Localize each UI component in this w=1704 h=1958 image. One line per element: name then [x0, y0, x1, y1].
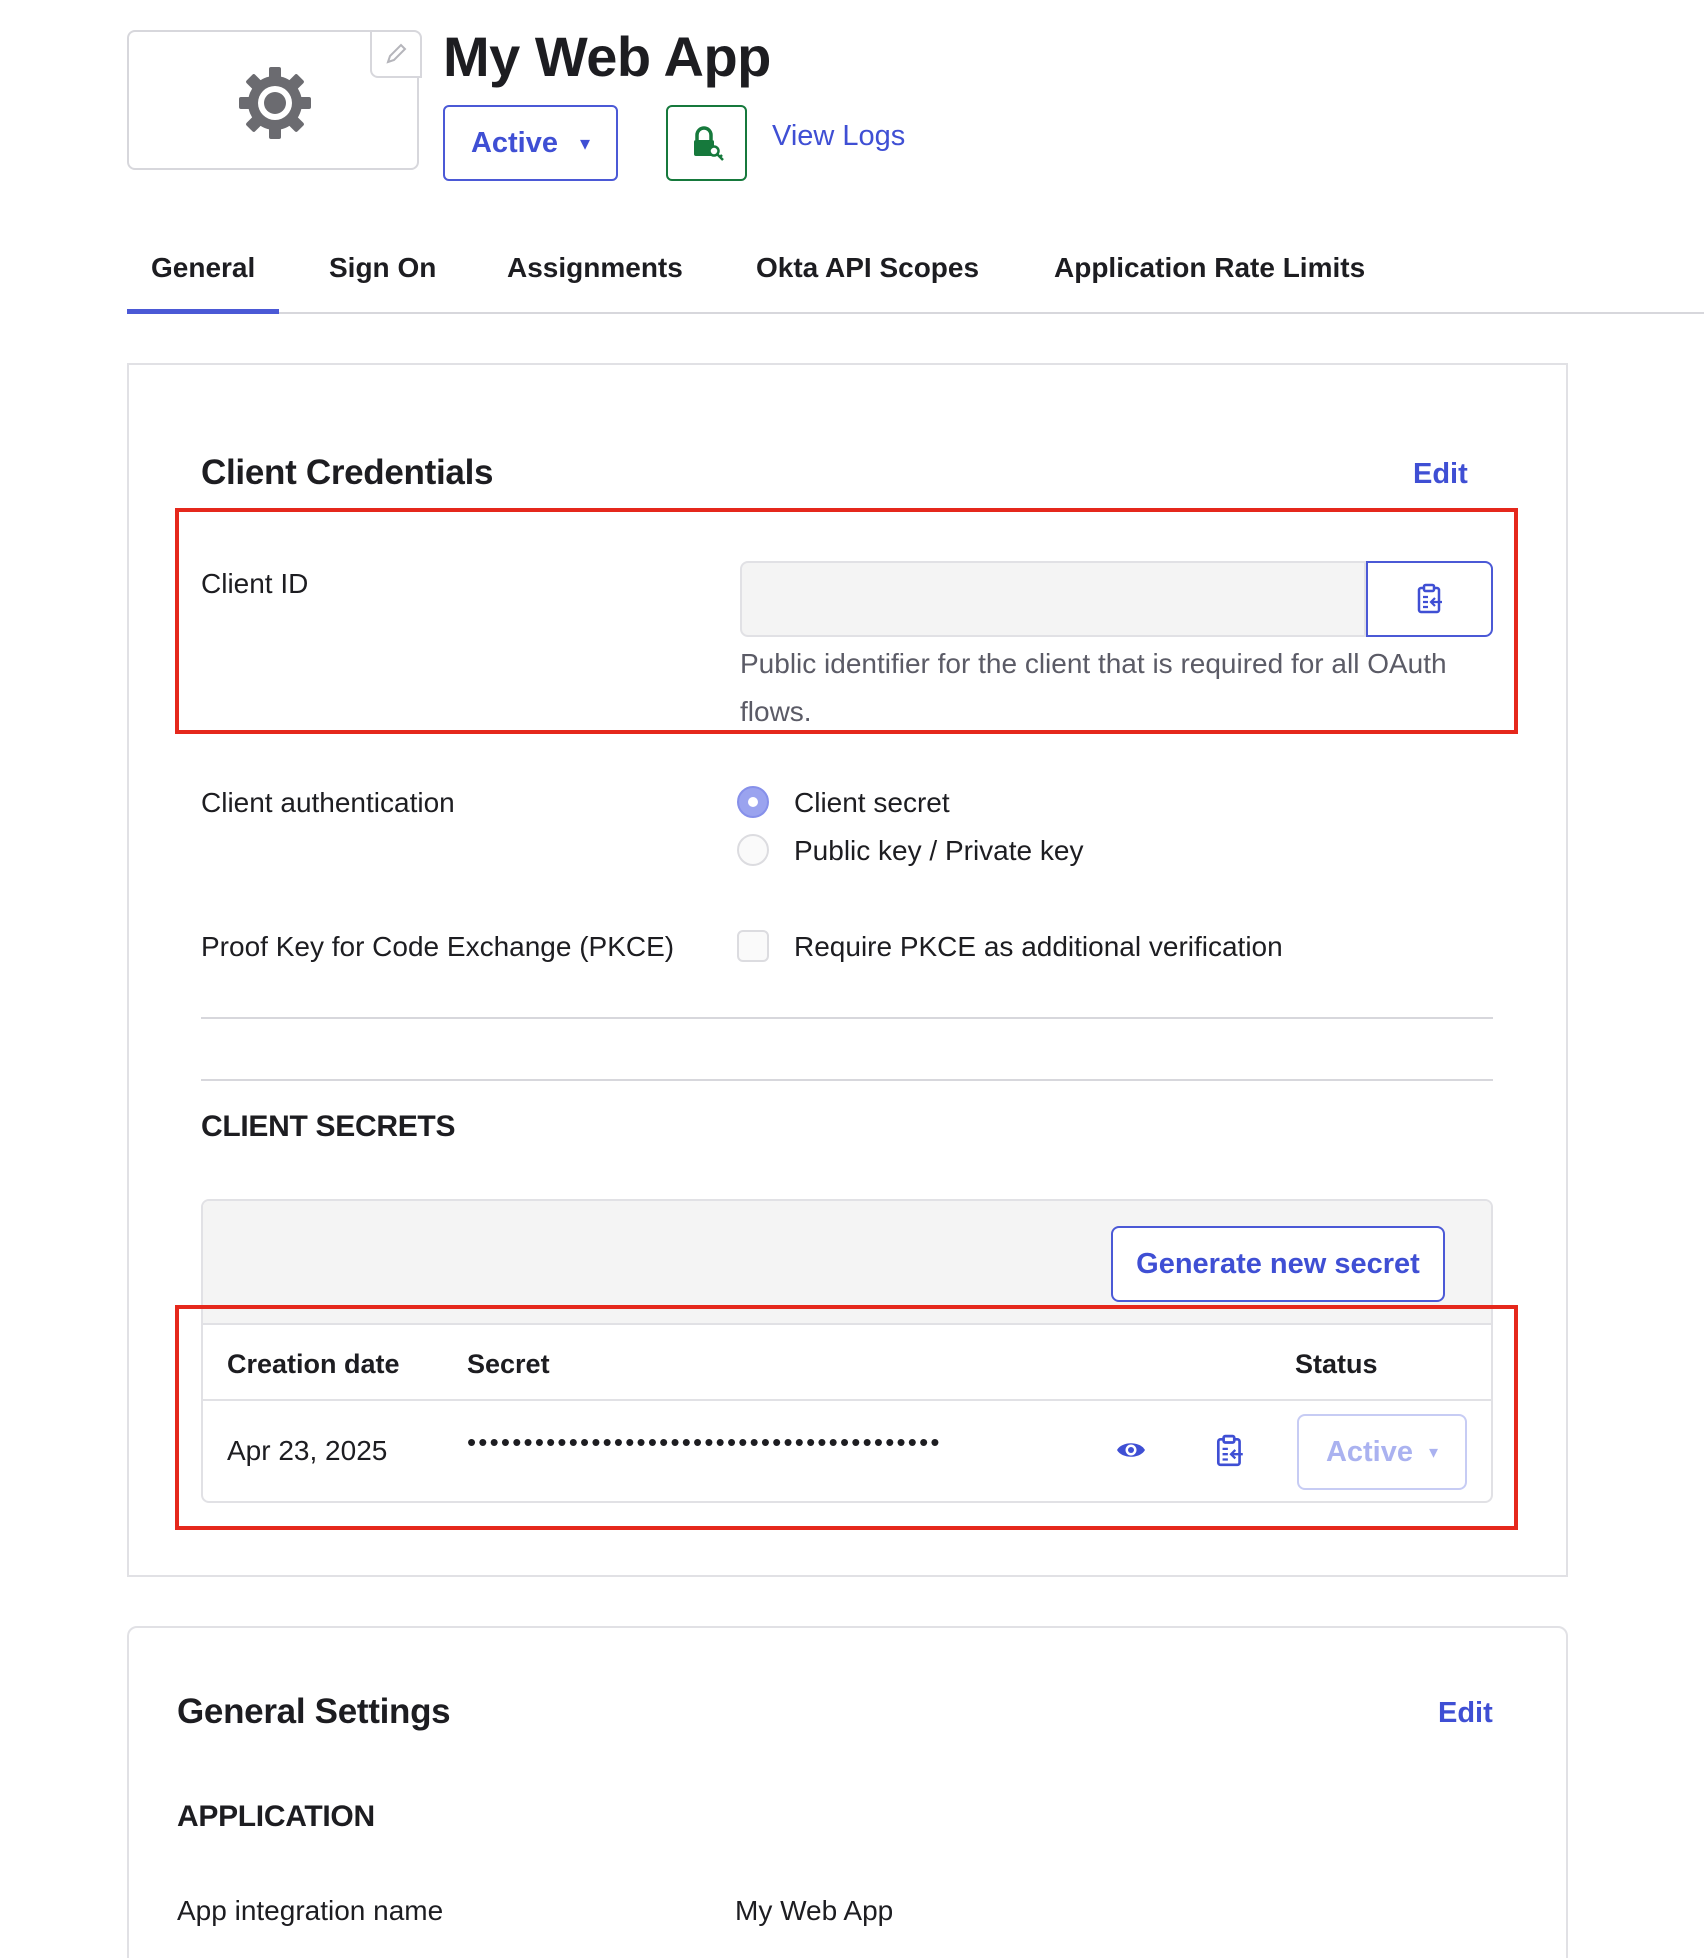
table-header-divider: [203, 1399, 1491, 1401]
secret-masked-value: ••••••••••••••••••••••••••••••••••••••••••: [467, 1427, 942, 1457]
lock-button[interactable]: [666, 105, 747, 181]
view-logs-link[interactable]: View Logs: [772, 120, 906, 152]
client-secret-radio[interactable]: [737, 786, 769, 818]
app-status-dropdown[interactable]: [443, 105, 618, 181]
app-integration-name-value: My Web App: [735, 1895, 894, 1926]
client-secrets-panel: [201, 1199, 1493, 1503]
app-title: My Web App: [443, 25, 771, 88]
generate-new-secret-button[interactable]: Generate new secret: [1111, 1226, 1445, 1302]
app-status-label: Active: [470, 126, 558, 159]
lock-key-icon: [689, 125, 725, 161]
app-logo-box: [127, 30, 419, 170]
app-integration-name-label: App integration name: [177, 1895, 444, 1926]
tab-assignments[interactable]: Assignments: [507, 252, 683, 283]
clipboard-copy-icon[interactable]: [1215, 1434, 1245, 1468]
divider: [201, 1017, 1493, 1019]
copy-client-id-button[interactable]: [1366, 561, 1493, 637]
client-credentials-title: Client Credentials: [201, 453, 494, 492]
tab-okta-api-scopes[interactable]: Okta API Scopes: [756, 252, 980, 283]
pkce-label: Proof Key for Code Exchange (PKCE): [201, 931, 675, 962]
require-pkce-option-label: Require PKCE as additional verification: [794, 931, 1283, 962]
client-secret-option-label: Client secret: [794, 787, 950, 818]
column-header-creation-date: Creation date: [227, 1349, 400, 1379]
secret-creation-date: Apr 23, 2025: [227, 1435, 388, 1466]
client-credentials-edit-link[interactable]: Edit: [1413, 458, 1468, 490]
pencil-icon: [384, 42, 408, 66]
edit-logo-button[interactable]: [370, 30, 422, 78]
client-id-helper-text: Public identifier for the client that is required for all OAuth flows.: [740, 648, 1447, 727]
column-header-secret: Secret: [467, 1349, 550, 1379]
client-auth-label: Client authentication: [201, 787, 455, 818]
secret-status-dropdown[interactable]: [1297, 1414, 1467, 1490]
gear-icon: [237, 65, 313, 141]
chevron-down-icon: ▾: [1429, 1441, 1439, 1462]
tab-sign-on[interactable]: Sign On: [329, 252, 437, 283]
secret-status-label: Active: [1325, 1435, 1413, 1468]
divider: [201, 1079, 1493, 1081]
client-id-label: Client ID: [201, 568, 309, 599]
tab-bar: [127, 240, 1704, 314]
eye-icon[interactable]: [1115, 1437, 1147, 1463]
client-secrets-toolbar: [203, 1201, 1491, 1325]
client-secrets-title: CLIENT SECRETS: [201, 1110, 456, 1143]
general-settings-edit-link[interactable]: Edit: [1438, 1697, 1493, 1729]
public-private-key-option-label: Public key / Private key: [794, 835, 1084, 866]
general-settings-title: General Settings: [177, 1692, 451, 1731]
application-section-title: APPLICATION: [177, 1800, 375, 1833]
public-private-key-radio[interactable]: [737, 834, 769, 866]
tab-application-rate-limits[interactable]: Application Rate Limits: [1054, 252, 1366, 283]
tab-general[interactable]: General: [127, 252, 279, 314]
clipboard-copy-icon: [1416, 583, 1444, 615]
require-pkce-checkbox[interactable]: [737, 930, 769, 962]
chevron-down-icon: ▾: [580, 132, 591, 155]
client-id-field[interactable]: [740, 561, 1366, 637]
column-header-status: Status: [1295, 1349, 1378, 1379]
